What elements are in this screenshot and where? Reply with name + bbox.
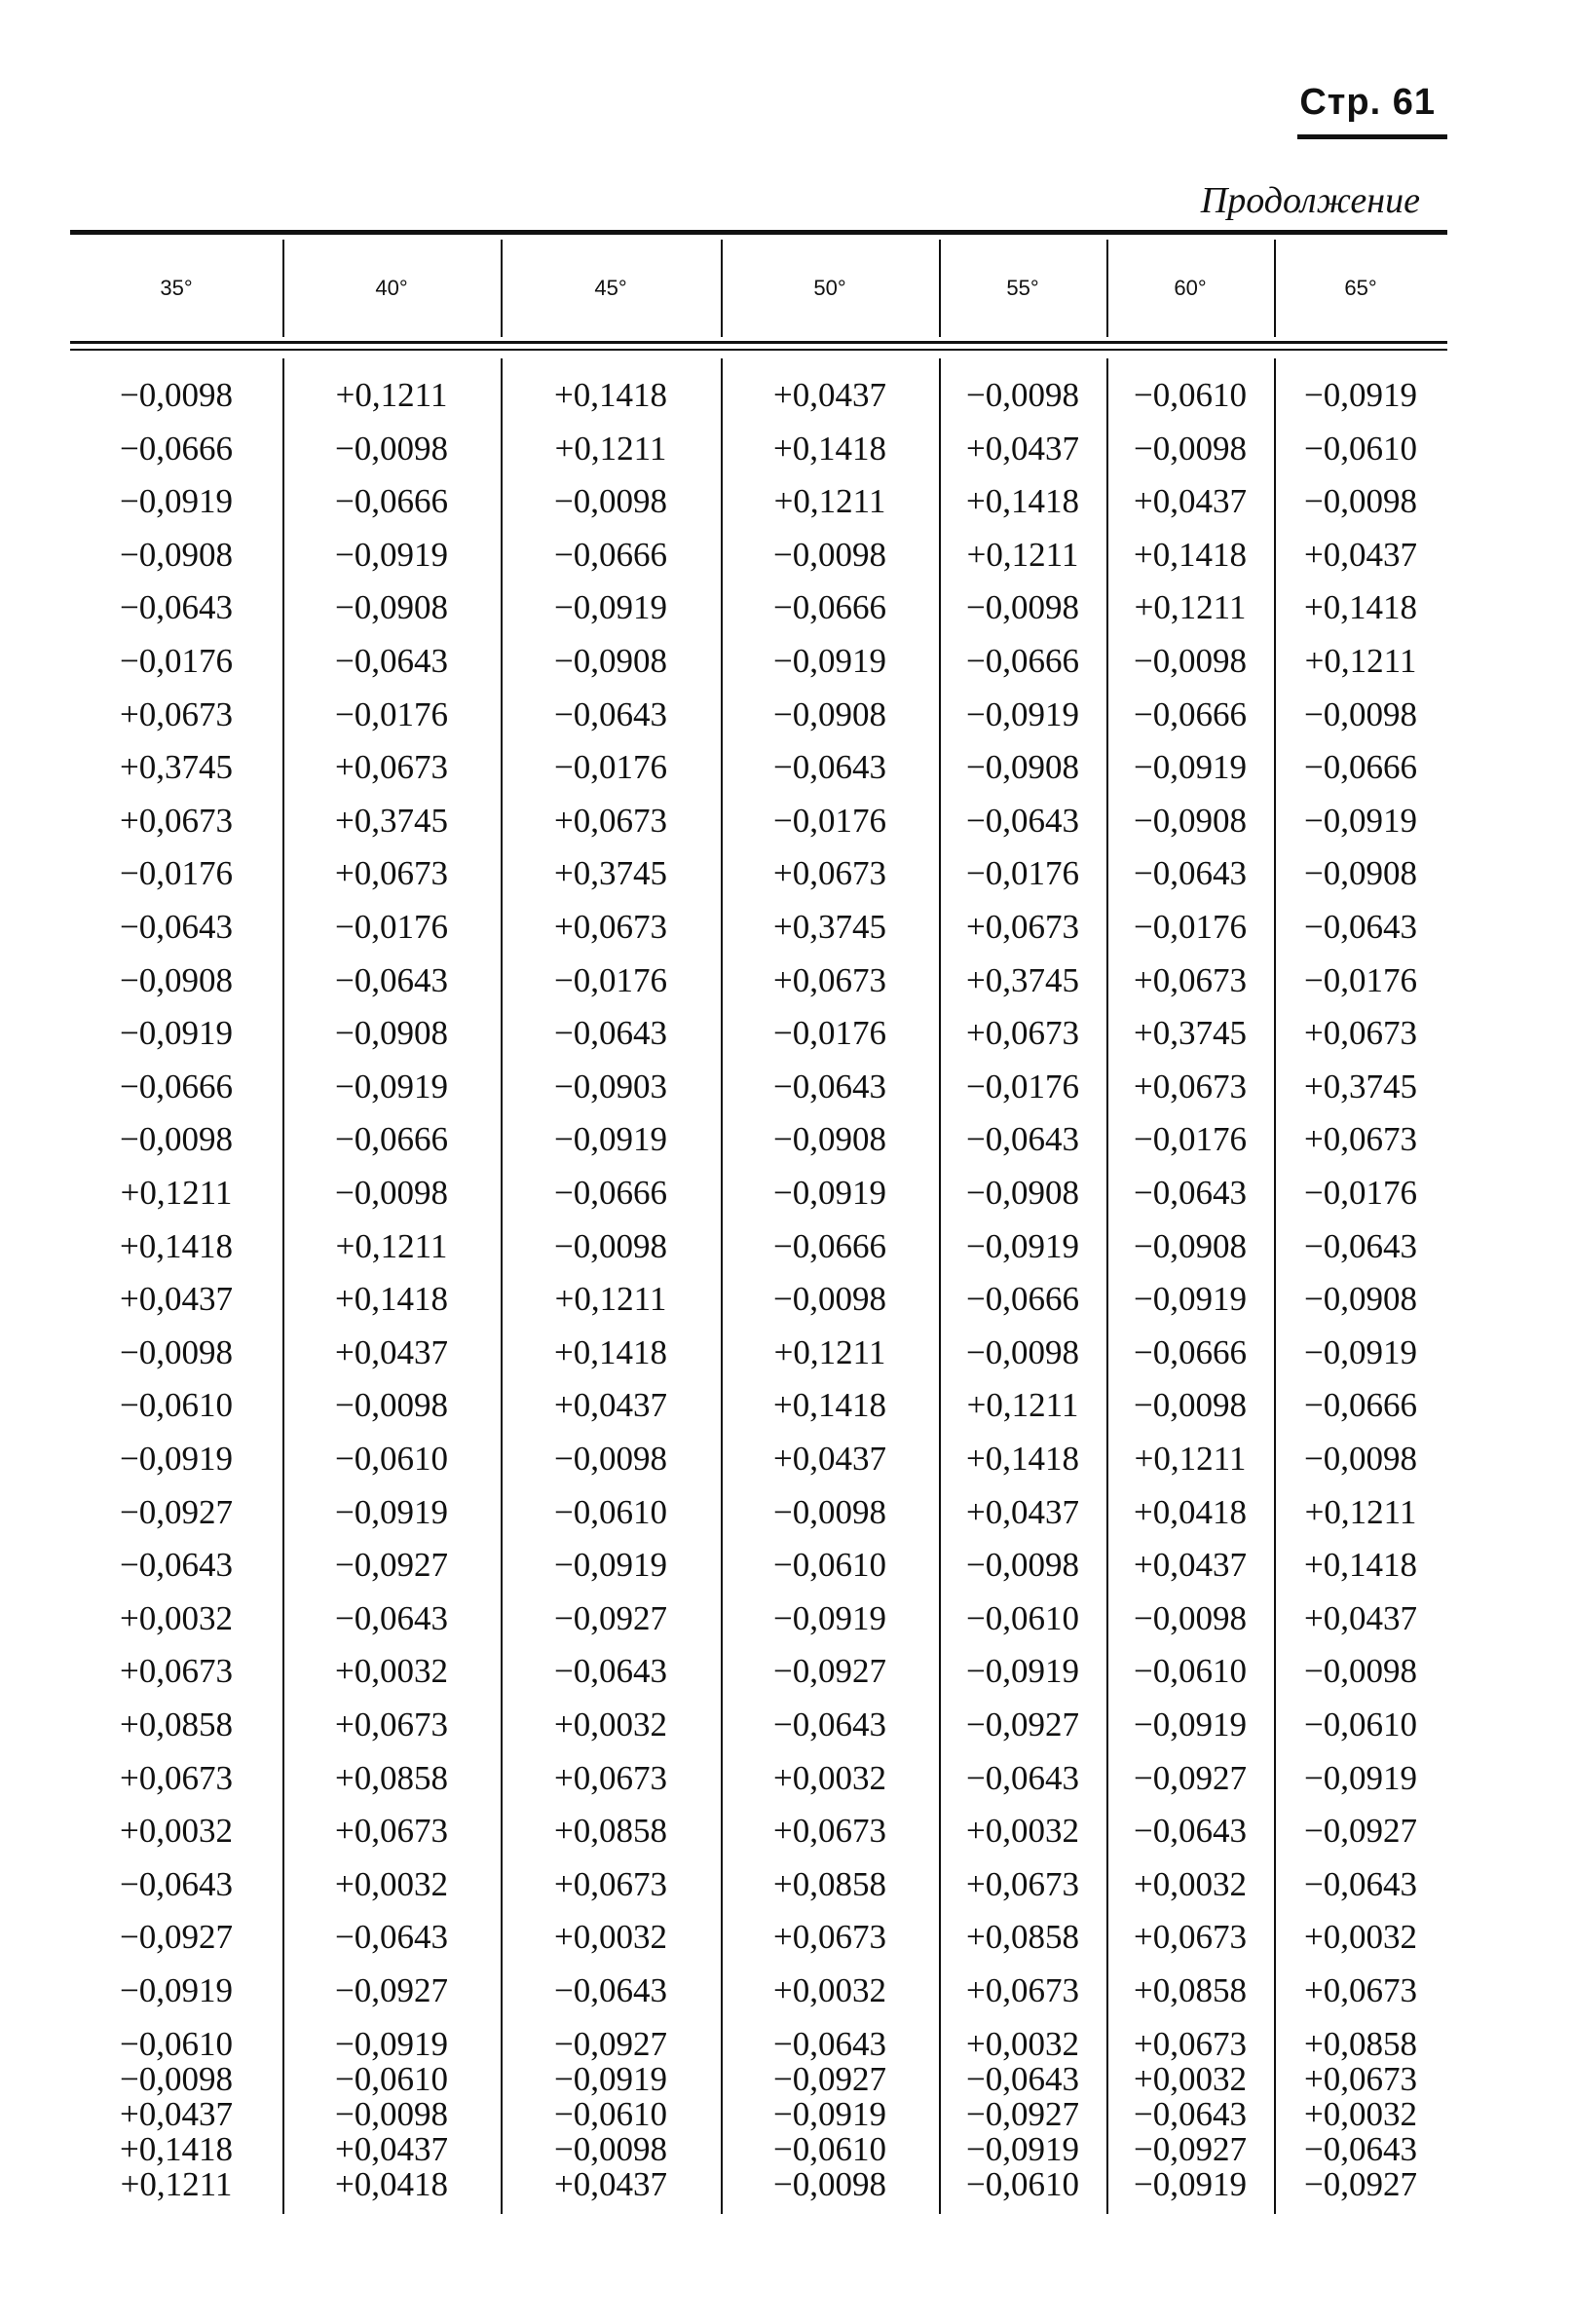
table-cell: +0,0032 <box>1304 2095 1417 2133</box>
table-cell: −0,0908 <box>1304 1280 1417 1319</box>
table-cell: −0,0643 <box>773 748 886 787</box>
table-header-row <box>70 236 1447 341</box>
table-cell: −0,0666 <box>335 482 448 521</box>
table-cell: −0,0643 <box>1304 2130 1417 2168</box>
table-cell: −0,0610 <box>966 2165 1079 2203</box>
table-cell: −0,0919 <box>335 535 448 574</box>
table-cell: −0,0927 <box>554 1598 667 1637</box>
table-cell: −0,0643 <box>335 1918 448 1957</box>
table-cell: +0,0858 <box>120 1706 233 1743</box>
table-cell: −0,0919 <box>773 1598 886 1637</box>
table-cell: −0,0098 <box>1134 429 1247 468</box>
table-cell: −0,0666 <box>335 1120 448 1159</box>
table-cell: −0,0643 <box>1304 908 1417 946</box>
table-cell: −0,0643 <box>335 960 448 999</box>
table-cell: −0,0643 <box>966 1758 1079 1797</box>
table-cell: −0,0643 <box>335 1598 448 1637</box>
header-column-divider <box>1106 240 1108 337</box>
table-cell: −0,0919 <box>1304 801 1417 840</box>
table-cell: −0,0643 <box>966 801 1079 840</box>
table-cell: −0,0098 <box>1134 1598 1247 1637</box>
table-cell: +0,0673 <box>554 801 667 840</box>
table-cell: −0,0610 <box>966 1598 1079 1637</box>
table-cell: −0,0098 <box>773 535 886 574</box>
table-cell: −0,0643 <box>554 1971 667 2009</box>
table-cell: −0,0610 <box>773 1546 886 1585</box>
table-cell: +0,1211 <box>966 1386 1079 1425</box>
table-cell: +0,0437 <box>335 2130 448 2168</box>
table-cell: −0,0643 <box>1134 854 1247 893</box>
table-cell: −0,0919 <box>966 2130 1079 2168</box>
table-cell: −0,0919 <box>966 1226 1079 1265</box>
table-cell: +0,0437 <box>1134 1546 1247 1585</box>
table-cell: −0,0919 <box>966 1652 1079 1691</box>
table-cell: +0,3745 <box>1304 1067 1417 1106</box>
table-cell: −0,0098 <box>120 2060 233 2098</box>
table-cell: +0,1211 <box>335 376 448 414</box>
table-cell: −0,0643 <box>120 1546 233 1585</box>
header-65: 65° <box>1344 276 1377 300</box>
table-cell: −0,0908 <box>773 694 886 733</box>
table-cell: −0,0919 <box>773 642 886 680</box>
table-cell: −0,0176 <box>966 1067 1079 1106</box>
table-cell: +0,0673 <box>120 1758 233 1797</box>
table-cell: +0,1418 <box>1134 535 1247 574</box>
table-cell: −0,0919 <box>335 1492 448 1531</box>
table-cell: −0,0666 <box>554 535 667 574</box>
table-cell: −0,0643 <box>773 2025 886 2063</box>
table-cell: +0,1418 <box>335 1280 448 1319</box>
table-cell: −0,0927 <box>335 1546 448 1585</box>
table-cell: +0,0673 <box>1304 1120 1417 1159</box>
table-cell: −0,0927 <box>1304 2165 1417 2203</box>
table-cell: +0,0673 <box>966 1864 1079 1903</box>
table-cell: +0,0032 <box>335 1652 448 1691</box>
header-column-divider <box>721 240 723 337</box>
table-cell: −0,0098 <box>1134 642 1247 680</box>
table-cell: −0,0176 <box>554 748 667 787</box>
table-cell: +0,1418 <box>966 482 1079 521</box>
table-cell: −0,0908 <box>1134 801 1247 840</box>
table-cell: −0,0908 <box>335 1014 448 1053</box>
table-cell: −0,0610 <box>335 2060 448 2098</box>
table-cell: −0,0927 <box>1134 2130 1247 2168</box>
table-cell: +0,0032 <box>773 1758 886 1797</box>
table-cell: +0,0032 <box>1304 1918 1417 1957</box>
table-cell: −0,0643 <box>1304 1226 1417 1265</box>
table-cell: −0,0927 <box>773 2060 886 2098</box>
header-column-divider <box>501 240 503 337</box>
table-cell: −0,0098 <box>773 1492 886 1531</box>
table-cell: −0,0927 <box>554 2025 667 2063</box>
table-cell: −0,0176 <box>1304 960 1417 999</box>
table-cell: −0,0908 <box>1134 1226 1247 1265</box>
table-cell: −0,0098 <box>554 1440 667 1478</box>
header-bottom-rule <box>70 341 1447 344</box>
table-cell: −0,0098 <box>335 429 448 468</box>
table-cell: −0,0098 <box>773 2165 886 2203</box>
table-cell: −0,0643 <box>120 1864 233 1903</box>
table-cell: +0,0673 <box>335 854 448 893</box>
table-cell: −0,0666 <box>120 1067 233 1106</box>
table-cell: −0,0098 <box>773 1280 886 1319</box>
header-column-divider <box>282 240 284 337</box>
table-cell: −0,0643 <box>554 694 667 733</box>
table-cell: +0,0673 <box>773 1918 886 1957</box>
table-cell: −0,0176 <box>1304 1174 1417 1212</box>
table-cell: +0,0032 <box>966 1812 1079 1851</box>
table-cell: +0,1211 <box>773 482 886 521</box>
header-45: 45° <box>594 276 627 300</box>
table-cell: −0,0927 <box>335 1971 448 2009</box>
table-cell: +0,0437 <box>554 1386 667 1425</box>
table-cell: +0,0673 <box>966 908 1079 946</box>
table-cell: +0,0673 <box>773 1812 886 1851</box>
table-cell: −0,0666 <box>1304 1386 1417 1425</box>
table-cell: −0,0643 <box>966 2060 1079 2098</box>
table-cell: −0,0176 <box>335 908 448 946</box>
table-cell: −0,0908 <box>966 748 1079 787</box>
table-cell: +0,1418 <box>773 1386 886 1425</box>
table-cell: −0,0919 <box>554 1120 667 1159</box>
table-cell: +0,0437 <box>335 1332 448 1371</box>
table-cell: −0,0610 <box>120 2025 233 2063</box>
table-cell: −0,0919 <box>120 1440 233 1478</box>
table-cell: −0,0643 <box>335 642 448 680</box>
table-cell: +0,1211 <box>1304 1492 1417 1531</box>
table-cell: −0,0919 <box>1304 1758 1417 1797</box>
table-cell: +0,0032 <box>554 1918 667 1957</box>
table-cell: +0,0673 <box>966 1971 1079 2009</box>
table-cell: −0,0643 <box>966 1120 1079 1159</box>
table-cell: −0,0643 <box>773 1706 886 1743</box>
table-cell: +0,1418 <box>120 1226 233 1265</box>
table-cell: −0,0908 <box>966 1174 1079 1212</box>
table-cell: −0,0919 <box>1134 2165 1247 2203</box>
table-cell: −0,0098 <box>120 376 233 414</box>
table-body <box>70 358 1447 2219</box>
table-cell: +0,1211 <box>120 1174 233 1212</box>
table-cell: −0,0927 <box>1134 1758 1247 1797</box>
table-cell: −0,0098 <box>1304 1652 1417 1691</box>
table-cell: +0,0858 <box>335 1758 448 1797</box>
header-column-divider <box>939 240 941 337</box>
table-cell: +0,0673 <box>773 960 886 999</box>
table-cell: −0,0908 <box>120 960 233 999</box>
table-cell: +0,0032 <box>120 1812 233 1851</box>
table-cell: −0,0643 <box>120 908 233 946</box>
table-cell: +0,0673 <box>120 694 233 733</box>
table-cell: −0,0643 <box>1134 2095 1247 2133</box>
table-cell: +0,0673 <box>554 908 667 946</box>
table-cell: −0,0176 <box>773 801 886 840</box>
table-cell: +0,1418 <box>773 429 886 468</box>
header-50: 50° <box>813 276 846 300</box>
table-cell: −0,0098 <box>120 1120 233 1159</box>
table-cell: −0,0098 <box>1304 482 1417 521</box>
table-cell: −0,0919 <box>773 1174 886 1212</box>
table-cell: +0,0418 <box>1134 1492 1247 1531</box>
table-cell: −0,0098 <box>554 1226 667 1265</box>
table-cell: −0,0666 <box>773 588 886 627</box>
table-cell: −0,0666 <box>120 429 233 468</box>
table-cell: +0,0437 <box>773 376 886 414</box>
table-cell: −0,0919 <box>120 482 233 521</box>
table-cell: −0,0098 <box>120 1332 233 1371</box>
header-55: 55° <box>1006 276 1039 300</box>
table-cell: +0,1211 <box>1134 1440 1247 1478</box>
table-cell: −0,0643 <box>1134 1174 1247 1212</box>
table-cell: +0,0032 <box>1134 2060 1247 2098</box>
table-cell: −0,0643 <box>554 1014 667 1053</box>
table-cell: −0,0919 <box>1134 1280 1247 1319</box>
table-cell: −0,0908 <box>773 1120 886 1159</box>
table-cell: +0,1211 <box>335 1226 448 1265</box>
table-cell: +0,0673 <box>120 1652 233 1691</box>
table-cell: +0,0437 <box>120 1280 233 1319</box>
table-cell: −0,0666 <box>554 1174 667 1212</box>
table-cell: −0,0610 <box>120 1386 233 1425</box>
table-cell: +0,0418 <box>335 2165 448 2203</box>
table-cell: −0,0610 <box>1304 1706 1417 1743</box>
table-cell: +0,0858 <box>1304 2025 1417 2063</box>
header-35: 35° <box>160 276 193 300</box>
table-cell: −0,0908 <box>1304 854 1417 893</box>
table-cell: −0,0610 <box>773 2130 886 2168</box>
table-cell: +0,3745 <box>773 908 886 946</box>
table-cell: +0,0673 <box>773 854 886 893</box>
table-cell: +0,0673 <box>1134 960 1247 999</box>
table-cell: +0,1211 <box>120 2165 233 2203</box>
table-cell: +0,1211 <box>554 1280 667 1319</box>
table-cell: +0,0032 <box>335 1864 448 1903</box>
table-cell: −0,0176 <box>966 854 1079 893</box>
table-cell: −0,0098 <box>966 588 1079 627</box>
table-cell: −0,0919 <box>773 2095 886 2133</box>
table-cell: +0,0858 <box>554 1812 667 1851</box>
table-cell: +0,0437 <box>966 429 1079 468</box>
table-cell: +0,1418 <box>554 1332 667 1371</box>
table-cell: −0,0927 <box>1304 1812 1417 1851</box>
table-cell: +0,1418 <box>966 1440 1079 1478</box>
table-cell: −0,0919 <box>554 1546 667 1585</box>
header-bottom-rule-double <box>70 349 1447 351</box>
table-cell: +0,1211 <box>1134 588 1247 627</box>
table-cell: +0,0437 <box>120 2095 233 2133</box>
table-cell: −0,0643 <box>773 1067 886 1106</box>
table-cell: −0,0919 <box>335 1067 448 1106</box>
table-cell: +0,3745 <box>1134 1014 1247 1053</box>
table-cell: +0,0032 <box>1134 1864 1247 1903</box>
table-cell: −0,0927 <box>120 1918 233 1957</box>
table-cell: −0,0919 <box>1304 1332 1417 1371</box>
table-cell: −0,0176 <box>335 694 448 733</box>
table-cell: −0,0666 <box>1134 1332 1247 1371</box>
table-cell: +0,0032 <box>120 1598 233 1637</box>
table-cell: +0,0673 <box>1134 2025 1247 2063</box>
table-cell: +0,1211 <box>966 535 1079 574</box>
table-cell: −0,0098 <box>335 1174 448 1212</box>
table-cell: −0,0666 <box>773 1226 886 1265</box>
table-cell: −0,0927 <box>773 1652 886 1691</box>
table-cell: +0,0673 <box>335 1812 448 1851</box>
table-cell: +0,0437 <box>966 1492 1079 1531</box>
table-cell: +0,0673 <box>120 801 233 840</box>
table-cell: +0,0437 <box>554 2165 667 2203</box>
table-cell: −0,0908 <box>554 642 667 680</box>
table-cell: +0,0673 <box>1134 1918 1247 1957</box>
table-cell: −0,0666 <box>1134 694 1247 733</box>
table-cell: −0,0919 <box>1134 748 1247 787</box>
table-cell: +0,1211 <box>554 429 667 468</box>
table-cell: +0,0673 <box>1134 1067 1247 1106</box>
table-cell: +0,1418 <box>554 376 667 414</box>
table-cell: −0,0666 <box>966 642 1079 680</box>
table-cell: −0,0176 <box>1134 1120 1247 1159</box>
table-top-rule <box>70 230 1447 235</box>
table-cell: −0,0610 <box>554 1492 667 1531</box>
table-cell: −0,0098 <box>554 2130 667 2168</box>
table-cell: −0,0908 <box>335 588 448 627</box>
table-cell: +0,1211 <box>773 1332 886 1371</box>
table-cell: +0,0673 <box>1304 2060 1417 2098</box>
table-cell: −0,0098 <box>554 482 667 521</box>
table-cell: +0,0673 <box>335 748 448 787</box>
page-number: Стр. 61 <box>1299 82 1436 123</box>
table-cell: +0,0858 <box>966 1918 1079 1957</box>
table-cell: −0,0919 <box>554 588 667 627</box>
table-cell: +0,1418 <box>120 2130 233 2168</box>
table-cell: +0,0032 <box>966 2025 1079 2063</box>
table-cell: −0,0610 <box>1134 376 1247 414</box>
table-cell: −0,0176 <box>773 1014 886 1053</box>
table-cell: −0,0610 <box>335 1440 448 1478</box>
table-cell: +0,3745 <box>554 854 667 893</box>
table-cell: +0,0673 <box>1304 1971 1417 2009</box>
table-cell: −0,0643 <box>554 1652 667 1691</box>
table-cell: −0,0098 <box>1304 694 1417 733</box>
table-cell: +0,1418 <box>1304 588 1417 627</box>
table-cell: −0,0176 <box>1134 908 1247 946</box>
table-cell: −0,0919 <box>966 694 1079 733</box>
table-cell: +0,0858 <box>773 1864 886 1903</box>
table-cell: +0,1418 <box>1304 1546 1417 1585</box>
table-cell: −0,0927 <box>966 2095 1079 2133</box>
table-cell: +0,0673 <box>554 1758 667 1797</box>
header-40: 40° <box>375 276 408 300</box>
table-cell: −0,0908 <box>120 535 233 574</box>
continuation-label: Продолжение <box>1200 180 1420 221</box>
table-cell: +0,3745 <box>120 748 233 787</box>
table-cell: −0,0903 <box>554 1067 667 1106</box>
table-cell: −0,0927 <box>966 1706 1079 1743</box>
table-cell: +0,3745 <box>966 960 1079 999</box>
table-cell: −0,0919 <box>120 1971 233 2009</box>
table-cell: −0,0098 <box>335 1386 448 1425</box>
table-cell: +0,1211 <box>1304 642 1417 680</box>
table-cell: −0,0919 <box>120 1014 233 1053</box>
table-cell: +0,0437 <box>1304 1598 1417 1637</box>
table-cell: −0,0919 <box>554 2060 667 2098</box>
table-cell: +0,3745 <box>335 801 448 840</box>
table-cell: +0,0437 <box>773 1440 886 1478</box>
table-cell: −0,0666 <box>1304 748 1417 787</box>
table-cell: −0,0643 <box>1134 1812 1247 1851</box>
table-cell: −0,0919 <box>335 2025 448 2063</box>
table-cell: −0,0098 <box>1134 1386 1247 1425</box>
header-column-divider <box>1274 240 1276 337</box>
header-60: 60° <box>1174 276 1207 300</box>
table-cell: +0,0437 <box>1134 482 1247 521</box>
table-cell: +0,0673 <box>335 1706 448 1743</box>
table-cell: −0,0098 <box>966 1546 1079 1585</box>
table-cell: +0,0673 <box>554 1864 667 1903</box>
table-cell: +0,0673 <box>1304 1014 1417 1053</box>
table-cell: −0,0098 <box>966 376 1079 414</box>
table-cell: −0,0643 <box>1304 1864 1417 1903</box>
page-number-rule <box>1297 134 1447 139</box>
table-cell: −0,0610 <box>1134 1652 1247 1691</box>
table-cell: +0,0858 <box>1134 1971 1247 2009</box>
table-cell: +0,0032 <box>554 1706 667 1743</box>
table-cell: −0,0919 <box>1134 1706 1247 1743</box>
table-cell: −0,0098 <box>335 2095 448 2133</box>
table-cell: −0,0098 <box>1304 1440 1417 1478</box>
table-cell: −0,0643 <box>120 588 233 627</box>
table-cell: −0,0610 <box>554 2095 667 2133</box>
table-cell: +0,0032 <box>773 1971 886 2009</box>
table-cell: −0,0927 <box>120 1492 233 1531</box>
table-cell: −0,0098 <box>966 1332 1079 1371</box>
table-cell: +0,0673 <box>966 1014 1079 1053</box>
table-cell: −0,0666 <box>966 1280 1079 1319</box>
table-cell: −0,0176 <box>120 854 233 893</box>
table-cell: −0,0610 <box>1304 429 1417 468</box>
table-cell: +0,0437 <box>1304 535 1417 574</box>
table-cell: −0,0919 <box>1304 376 1417 414</box>
table-cell: −0,0176 <box>120 642 233 680</box>
table-cell: −0,0176 <box>554 960 667 999</box>
